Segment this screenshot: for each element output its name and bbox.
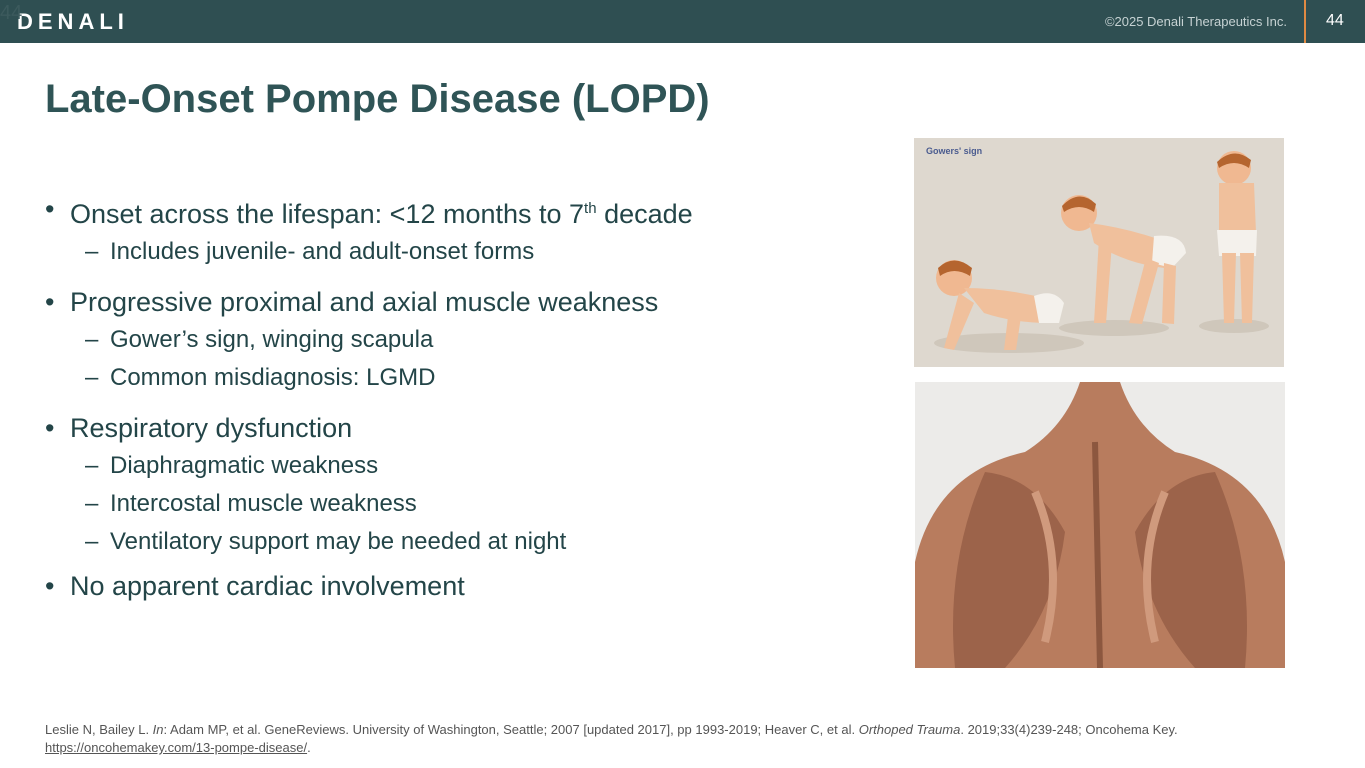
bullet-cardiac: • No apparent cardiac involvement [45,567,865,605]
footnote-journal: Orthoped Trauma [858,722,961,737]
page-number: 44 [1326,12,1344,29]
sub-bullet-diaphragm: – Diaphragmatic weakness [45,447,865,485]
references-footnote [45,721,1325,757]
bullet-weakness: • Progressive proximal and axial muscle weakness [45,283,865,321]
gowers-figures [914,138,1284,367]
footnote-in: In [152,722,164,737]
footnote-part3: . 2019;33(4)239-248; Oncohema Key. [960,722,1178,737]
bullet-onset [45,190,865,233]
back-photo-shapes [915,382,1285,668]
slide-title: Late-Onset Pompe Disease (LOPD) [45,77,710,121]
sub-bullet-intercostal: – Intercostal muscle weakness [45,485,865,523]
sub-bullet-gowers: – Gower’s sign, winging scapula [45,321,865,359]
reference-link[interactable]: https://oncohemakey.com/13-pompe-disease/ [45,740,308,755]
corner-slide-number: 44 [0,2,23,24]
header-bar [0,0,1365,43]
sub-bullet-forms: – Includes juvenile- and adult-onset forms [45,233,865,271]
sub-bullet-misdiagnosis: – Common misdiagnosis: LGMD [45,359,865,397]
header-divider [1304,0,1306,43]
gowers-sign-illustration [914,138,1284,367]
bullet-onset-text: Onset across the lifespan: <12 months to 7 [70,199,585,229]
sub-bullet-ventilatory: – Ventilatory support may be needed at night [45,523,865,561]
bullet-onset-tail: decade [596,199,693,229]
winging-scapula-photo [915,382,1285,668]
bullet-respiratory: • Respiratory dysfunction [45,409,865,447]
ordinal-superscript: th [584,200,597,217]
footnote-part1: Leslie N, Bailey L. [45,722,153,737]
gowers-sign-label: Gowers' sign [926,146,983,156]
bullet-list [45,190,865,605]
denali-logo: DENALI [17,9,129,34]
footnote-part2: : Adam MP, et al. GeneReviews. University of Washington, Seattle; 2007 [updated 2017], pp 1993-2019; Heaver C, et al. [163,722,859,737]
footnote-end: . [307,740,311,755]
copyright-text: ©2025 Denali Therapeutics Inc. [1104,14,1287,29]
